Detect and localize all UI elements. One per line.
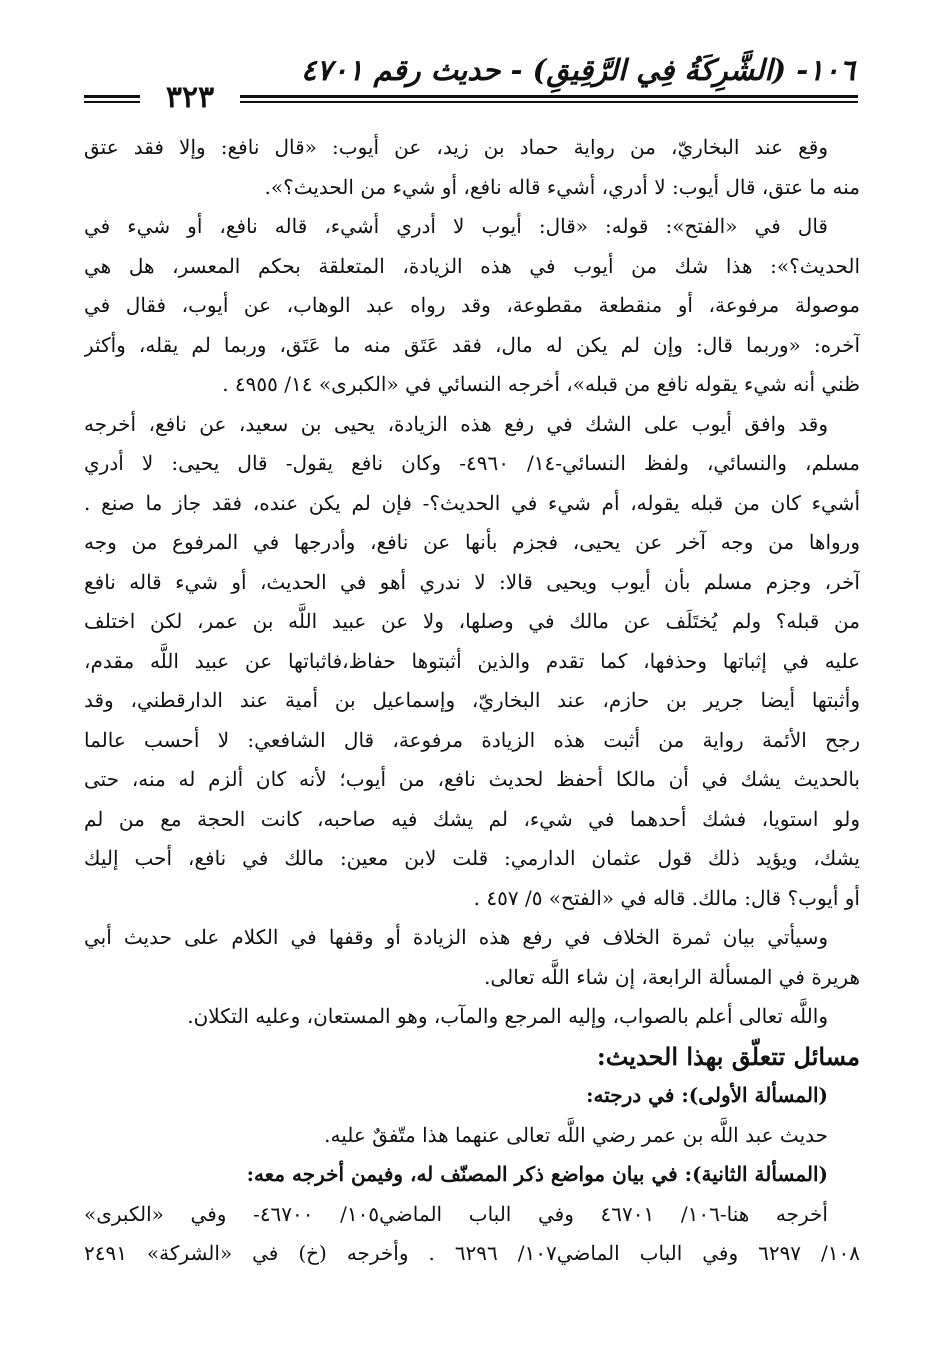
text-line: حديث عبد اللَّه بن عمر رضي اللَّه تعالى عنهما هذا متّفقٌ عليه. xyxy=(324,1122,828,1147)
text-line: واللَّه تعالى أعلم بالصواب، وإليه المرجع والمآب، وهو المستعان، وعليه التكلان. xyxy=(187,1004,828,1028)
text-line: وقد وافق أيوب على الشك في رفع هذه الزيادة، يحيى بن سعيد، عن نافع، أخرجه xyxy=(84,411,828,436)
text-line: آخره: «وربما قال: وإن لم يكن له مال، فقد عَتَق منه ما عَتَق، وربما لم يقله، وأكثر xyxy=(84,332,860,357)
text-line: وقع عند البخاريّ، من رواية حماد بن زيد، عن أيوب: «قال نافع: وإلا فقد عتق xyxy=(84,135,828,159)
text-line: أشيء كان من قبله يقوله، أم شيء في الحديث؟- فإن لم يكن عنده، فقد جاز ما صنع . xyxy=(84,490,860,515)
text-line: أو أيوب؟ قال: مالك. قاله في «الفتح» ٥/ ٤٥٧ . xyxy=(473,885,860,910)
text-line: آخر، وجزم مسلم بأن أيوب ويحيى قالا: لا ندري أهو في الحديث، أو شيء قاله نافع xyxy=(84,569,860,594)
text-line: ورواها من وجه آخر عن يحيى، فجزم بأنها عن نافع، وأدرجها في المرفوع من وجه xyxy=(84,530,860,554)
text-line: عليه في إثباتها وحذفها، كما تقدم والذين أثبتوها حفاظ،فاثباتها عن عبيد اللَّه مقدم، xyxy=(84,648,860,673)
text-line: مسلم، والنسائي، ولفظ النسائي-١٤/ ٤٩٦٠- وكان نافع يقول- قال يحيى: لا أدري xyxy=(84,451,860,475)
header-rule-upper xyxy=(240,95,858,98)
text-line: ظني أنه شيء يقوله نافع من قبله»، أخرجه النسائي في «الكبرى» ١٤/ ٤٩٥٥ . xyxy=(222,372,860,396)
subsection-heading: (المسألة الثانية): في بيان مواضع ذكر المصنّف له، وفيمن أخرجه معه: xyxy=(246,1162,828,1186)
text-line: يشك، ويؤيد ذلك قول عثمان الدارمي: قلت لابن معين: مالك في نافع، أحب إليك xyxy=(84,846,860,870)
text-line: قال في «الفتح»: قوله: «قال: أيوب لا أدري أشيء، قاله نافع، أو شيء في xyxy=(84,214,828,238)
page-number: ٣٢٣ xyxy=(165,80,215,115)
text-line: منه ما عتق، قال أيوب: لا أدري، أشيء قاله نافع، أو شيء من الحديث؟». xyxy=(264,174,860,199)
text-line: ولو استويا، فشك أحدهما في شيء، لم يشك فيه صاحبه، كانت الحجة مع من لم xyxy=(84,806,860,831)
text-line: رجح الأئمة رواية من أثبت هذه الزيادة مرفوعة، قال الشافعي: لا أحسب عالما xyxy=(84,727,860,752)
text-line: وأثبتها أيضا جرير بن حازم، عند البخاريّ، وإسماعيل بن أمية عند الدارقطني، وقد xyxy=(84,688,860,712)
page-body xyxy=(84,128,860,1358)
section-heading: مسائل تتعلّق بهذا الحديث: xyxy=(596,1041,860,1071)
header-rule-lower xyxy=(240,101,858,103)
subsection-heading: (المسألة الأولى): في درجته: xyxy=(586,1083,828,1107)
running-header-title: ١٠٦- (الشَّرِكَةُ فِي الرَّقِيقِ) - حديث رقم ٤٧٠١ xyxy=(301,53,855,87)
header-rule-left-upper xyxy=(84,95,140,98)
text-line: موصولة مرفوعة، أو منقطعة مقطوعة، وقد رواه عبد الوهاب، عن أيوب، فقال في xyxy=(84,293,860,317)
text-line: وسيأتي بيان ثمرة الخلاف في رفع هذه الزيادة أو وقفها في الكلام على حديث أبي xyxy=(84,925,828,949)
text-line: بالحديث يشك في أن مالكا أحفظ لحديث نافع، من أيوب؛ لأنه كان ألزم له منه، حتى xyxy=(84,767,860,791)
text-line: أخرجه هنا-١٠٦/ ٤٦٧٠١ وفي الباب الماضي١٠٥/ ٤٦٧٠٠- وفي «الكبرى» xyxy=(84,1201,828,1226)
text-line: هريرة في المسألة الرابعة، إن شاء اللَّه تعالى. xyxy=(484,964,860,989)
text-line: ١٠٨/ ٦٢٩٧ وفي الباب الماضي١٠٧/ ٦٢٩٦ . وأخرجه (خ) في «الشركة» ٢٤٩١ xyxy=(84,1241,860,1265)
text-line: من قبله؟ ولم يُختَلَف عن مالك في وصلها، ولا عن عبيد اللَّه بن عمر، لكن اختلف xyxy=(84,609,860,633)
text-line: الحديث؟»: هذا شك من أيوب في هذه الزيادة، المتعلقة بحكم المعسر، هل هي xyxy=(84,253,860,278)
header-rule-left-lower xyxy=(84,101,140,103)
